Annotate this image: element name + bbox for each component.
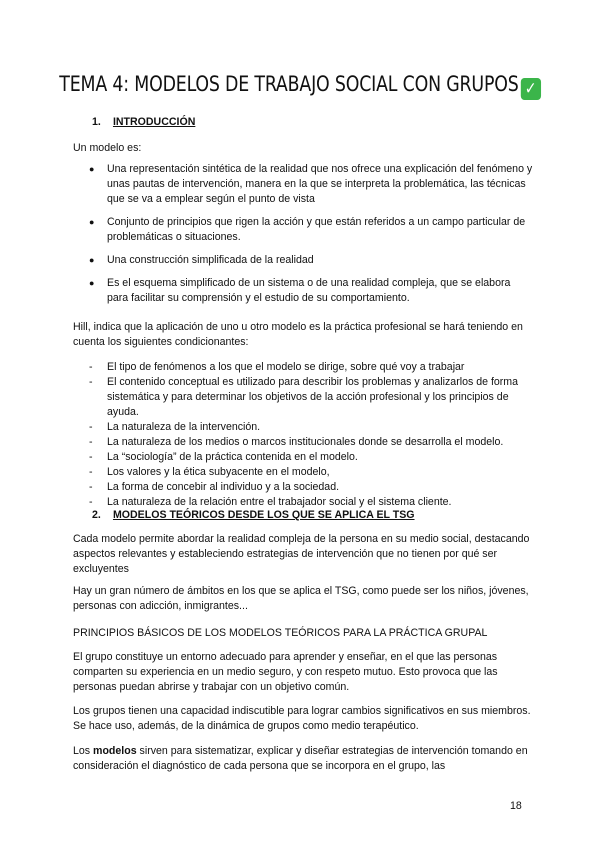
page-title-text: TEMA 4: MODELOS DE TRABAJO SOCIAL CON GRUPOS bbox=[59, 72, 519, 96]
section-heading-text: INTRODUCCIÓN bbox=[112, 116, 196, 128]
list-item: - El contenido conceptual es utilizado para describir los problemas y analizarlos de forma sistemática y para determinar los objetivos de la acción profesional y los principios de ayuda. bbox=[73, 375, 533, 420]
section-number: 1. bbox=[92, 116, 101, 128]
list-item: ● Es el esquema simplificado de un sistema o de una realidad compleja, que se elabora para facilitar su comprensión y el estudio de su comportamiento. bbox=[73, 276, 533, 306]
section-number: 2. bbox=[92, 509, 101, 521]
paragraph-text: sirven para sistematizar, explicar y diseñar estrategias de intervención tomando en consideración el diagnóstico de cada persona que se incorpora en el grupo, las bbox=[73, 745, 528, 772]
paragraph-modelos bbox=[73, 744, 533, 774]
bold-term: modelos bbox=[93, 745, 137, 757]
list-item: - El tipo de fenómenos a los que el modelo se dirige, sobre qué voy a trabajar bbox=[73, 360, 533, 375]
section-heading-introduccion bbox=[92, 115, 552, 130]
section-heading-modelos bbox=[92, 508, 552, 523]
paragraph-capacidad: Los grupos tienen una capacidad indiscutible para lograr cambios significativos en sus miembros. Se hace uso, además, de la dinámica de grupos como medio terapéutico. bbox=[73, 705, 531, 732]
list-item: - La “sociología” de la práctica contenida en el modelo. bbox=[73, 450, 533, 465]
definition-list bbox=[73, 162, 533, 314]
check-mark-icon: ✓ bbox=[520, 78, 540, 100]
list-item: ● Conjunto de principios que rigen la acción y que están referidos a un campo particular de problemáticas o situaciones. bbox=[73, 215, 533, 245]
section-heading-text: MODELOS TEÓRICOS DESDE LOS QUE SE APLICA EL TSG bbox=[112, 509, 415, 521]
model-intro: Un modelo es: bbox=[73, 142, 142, 154]
list-item: - La naturaleza de la intervención. bbox=[73, 420, 533, 435]
paragraph-grupo: El grupo constituye un entorno adecuado para aprender y enseñar, en el que las personas comparten su experiencia en un medio seguro, y con respeto mutuo. Esto provoca que las personas puedan abrirse y trabajar con un objetivo común. bbox=[73, 651, 498, 693]
hill-paragraph: Hill, indica que la aplicación de uno u otro modelo es la práctica profesional se hará teniendo en cuenta los siguientes condicionantes: bbox=[73, 321, 523, 348]
list-item: - Los valores y la ética subyacente en el modelo, bbox=[73, 465, 533, 480]
principles-heading: PRINCIPIOS BÁSICOS DE LOS MODELOS TEÓRICOS PARA LA PRÁCTICA GRUPAL bbox=[73, 627, 488, 639]
list-item: - La naturaleza de los medios o marcos institucionales donde se desarrolla el modelo. bbox=[73, 435, 533, 450]
list-item: - La forma de concebir al individuo y a la sociedad. bbox=[73, 480, 533, 495]
paragraph-text: Los bbox=[73, 745, 94, 757]
paragraph-ambitos: Hay un gran número de ámbitos en los que se aplica el TSG, como puede ser los niños, jóvenes, personas con adicción, inmigrantes... bbox=[73, 585, 529, 612]
condition-list bbox=[73, 360, 533, 510]
page-title bbox=[24, 72, 576, 100]
list-item: - La naturaleza de la relación entre el trabajador social y el sistema cliente. bbox=[73, 495, 533, 510]
page-number: 18 bbox=[510, 800, 522, 812]
list-item: ● Una representación sintética de la realidad que nos ofrece una explicación del fenómeno y unas pautas de intervención, manera en la que se interpreta la problemática, las técnicas que se va a emplear según el punto de vista bbox=[73, 162, 533, 207]
list-item: ● Una construcción simplificada de la realidad bbox=[73, 253, 533, 268]
paragraph-cada-modelo: Cada modelo permite abordar la realidad compleja de la persona en su medio social, destacando aspectos relevantes y estableciendo estrategias de intervención que no tienen por qué ser excluyentes bbox=[73, 533, 530, 575]
